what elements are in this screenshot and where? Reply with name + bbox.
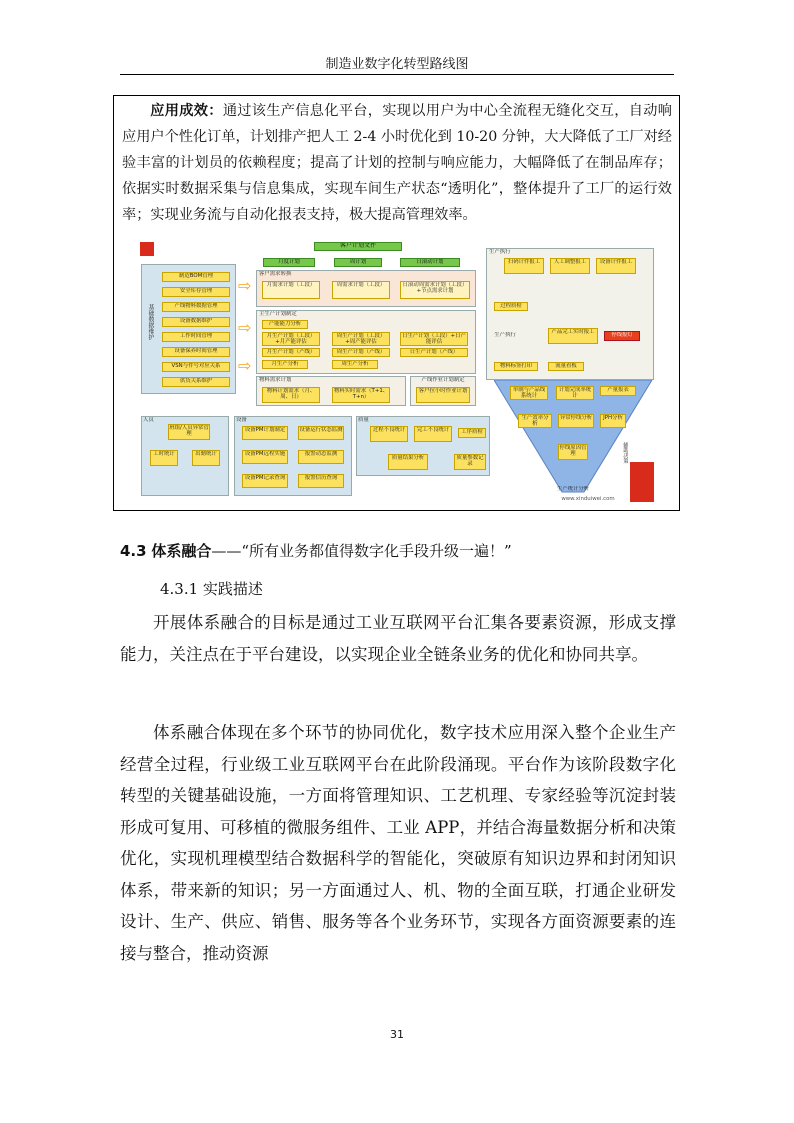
exec-title: 生产执行 [489,249,511,255]
device-item: 报警动态监测 [298,450,344,464]
quality-title: 质量 [358,417,369,423]
case-box [113,95,680,511]
device-item: 报警信历查询 [298,474,344,488]
arrow-right-icon: ⇨ [238,318,252,337]
main-item: 日生产计划（工段）+日产能评估 [400,332,468,346]
header-rule [120,74,674,75]
watermark: www.xinduiwei.com [561,496,615,502]
main-item: 月生产计划（产线） [262,348,320,357]
main-plan-title: 主生产计划制定 [259,311,297,317]
box-label: 应用成效： [150,103,223,119]
funnel-label: 生产统计分析 [556,486,590,492]
subsection-heading: 4.3.1 实践描述 [160,580,263,598]
person-title: 人员 [143,417,154,423]
section-number: 4.3 [120,542,147,560]
section-quote: “所有业务都值得数字化手段升级一遍！” [241,542,512,560]
plan-day: 日滚动计划 [400,258,460,267]
main-item: 周生产计划（工段）+周产能评估 [332,332,390,346]
device-item: 设备PM计划制定 [242,426,288,440]
base-item: 设备保养时间管理 [162,347,230,357]
exec-label: 生产执行 [494,332,516,338]
person-item: 班组/人员异常管理 [168,424,210,440]
device-item: 设备PM记录查询 [242,474,288,488]
plan-week: 周计划 [334,258,382,267]
quality-item: 质量结果分析 [388,454,428,470]
base-item: 设备数据维护 [162,317,230,327]
device-item: 设备PM远程实施 [242,450,288,464]
funnel-item: JPH分析 [600,414,626,428]
person-item: 工时统计 [150,450,178,466]
top-title: 客户计划文件 [314,242,402,251]
side-label: 辅助决策 [622,442,628,464]
section-title: 体系融合 [151,542,212,560]
device-item: 设备运行状态监测 [298,426,344,440]
main-item: 月生产分析 [262,360,308,369]
quality-item: 质量参数记录 [454,454,486,470]
main-item: 周生产计划（产线） [332,348,390,357]
person-item: 出勤统计 [192,450,220,466]
funnel-item: 计划完成率统计 [556,386,594,400]
quality-item: 过程不良统计 [370,426,408,442]
main-item: 周生产分析 [332,360,378,369]
funnel-item: 单制与产品线系统计 [510,386,548,400]
exec-item: 流量看板 [548,362,584,371]
quality-item: 完工不良统计 [414,426,452,442]
funnel-item: 产量报表 [600,386,636,396]
page-header: 制造业数字化转型路线图 [325,57,469,72]
funnel-item: 异常停线分析 [558,414,594,428]
case-box-text [122,98,672,228]
exec-item: 过程质检 [494,302,528,311]
quality-item: 工序质检 [458,428,486,438]
demand-item: 月需求计划（工段） [262,281,320,299]
material-item: 物料实时需求（T+1、T+n） [332,387,390,403]
arrow-right-icon: ⇨ [238,356,252,375]
material-title: 物料需求计划 [259,377,292,383]
exec-top-item: 扫码计件报工 [504,258,544,274]
funnel-item: 生产效率分析 [518,414,552,428]
production-system-diagram [138,240,658,506]
section-dash: —— [211,542,242,560]
funnel-item: 停线原因管理 [558,444,588,460]
paragraph: 开展体系融合的目标是通过工业互联网平台汇集各要素资源，形成支撑能力，关注点在于平台建设，以实现企业全链条业务的优化和协同共享。 [120,613,676,664]
demand-item: 周需求计划（工段） [332,281,390,299]
exec-item: 停线报灯 [604,331,640,341]
red-corner-mark [140,242,154,256]
page-number: 31 [390,1028,404,1041]
box-body: 通过该生产信息化平台，实现以用户为中心全流程无缝化交互，自动响应用户个性化订单，计划排产把人工 2-4 小时优化到 10-20 分钟，大大降低了工厂对经验丰富的计划员的依赖程度；提高了计划的控制与响应能力，大幅降低了在制品库存；依据实时数据采集与信息集成，实现车间生产状态“透明化”，整体提升了工厂的运行效率；实现业务流与自动化报表支持，极大提高管理效率。 [122,103,672,223]
demand-title: 客户需求转换 [259,271,292,277]
line-plan-item: 客户拉小时作业计划 [416,387,470,403]
base-data-panel [141,264,236,394]
demand-item: 日滚动周需求计划（工段）+节点需求计划 [400,281,470,299]
base-item: 安全库存管理 [162,287,230,297]
device-title: 设备 [236,417,247,423]
exec-top-item: 人工调整报工 [550,258,590,274]
section-heading [120,540,512,561]
main-item: 产能能力分析 [262,320,308,329]
exec-top-item: 设备计件报工 [596,258,636,274]
base-item: 产线物料数据管理 [162,302,230,312]
base-item: VSN与件号对应关系 [162,362,230,372]
base-item: 制造BOM管理 [162,272,230,282]
arrow-right-icon: ⇨ [238,276,252,295]
plan-month: 月度计划 [263,258,315,267]
exec-item: 物料标签打印 [494,362,538,371]
paragraph: 体系融合体现在多个环节的协同优化，数字技术应用深入整个企业生产经营全过程，行业级工业互联网平台在此阶段涌现。平台作为该阶段数字化转型的关键基础设施，一方面将管理知识、工艺机理、专家经验等沉淀封装形成可复用、可移植的微服务组件、工业 APP，并结合海量数据分析和决策优化，实现机理模型结合数据科学的智能化，突破原有知识边界和封闭知识体系，带来新的知识；另一方面通过人、机、物的全面互联，打通企业研发设计、生产、供应、销售、服务等各个业务环节，实现各方面资源要素的连接与整合，推动资源 [120,723,676,963]
base-item: 工作时间管理 [162,332,230,342]
line-plan-title: 产线作业计划制定 [421,377,465,383]
material-item: 物料计划需求（月、周、日） [262,387,320,403]
base-item: 供货关系维护 [162,377,230,387]
exec-item: 产品完工实时报工 [548,328,598,344]
main-item: 月生产计划（工段）+月产能评估 [262,332,320,346]
main-item: 日生产计划（产线） [400,348,468,357]
base-data-title: 基础数据维护 [147,304,154,340]
